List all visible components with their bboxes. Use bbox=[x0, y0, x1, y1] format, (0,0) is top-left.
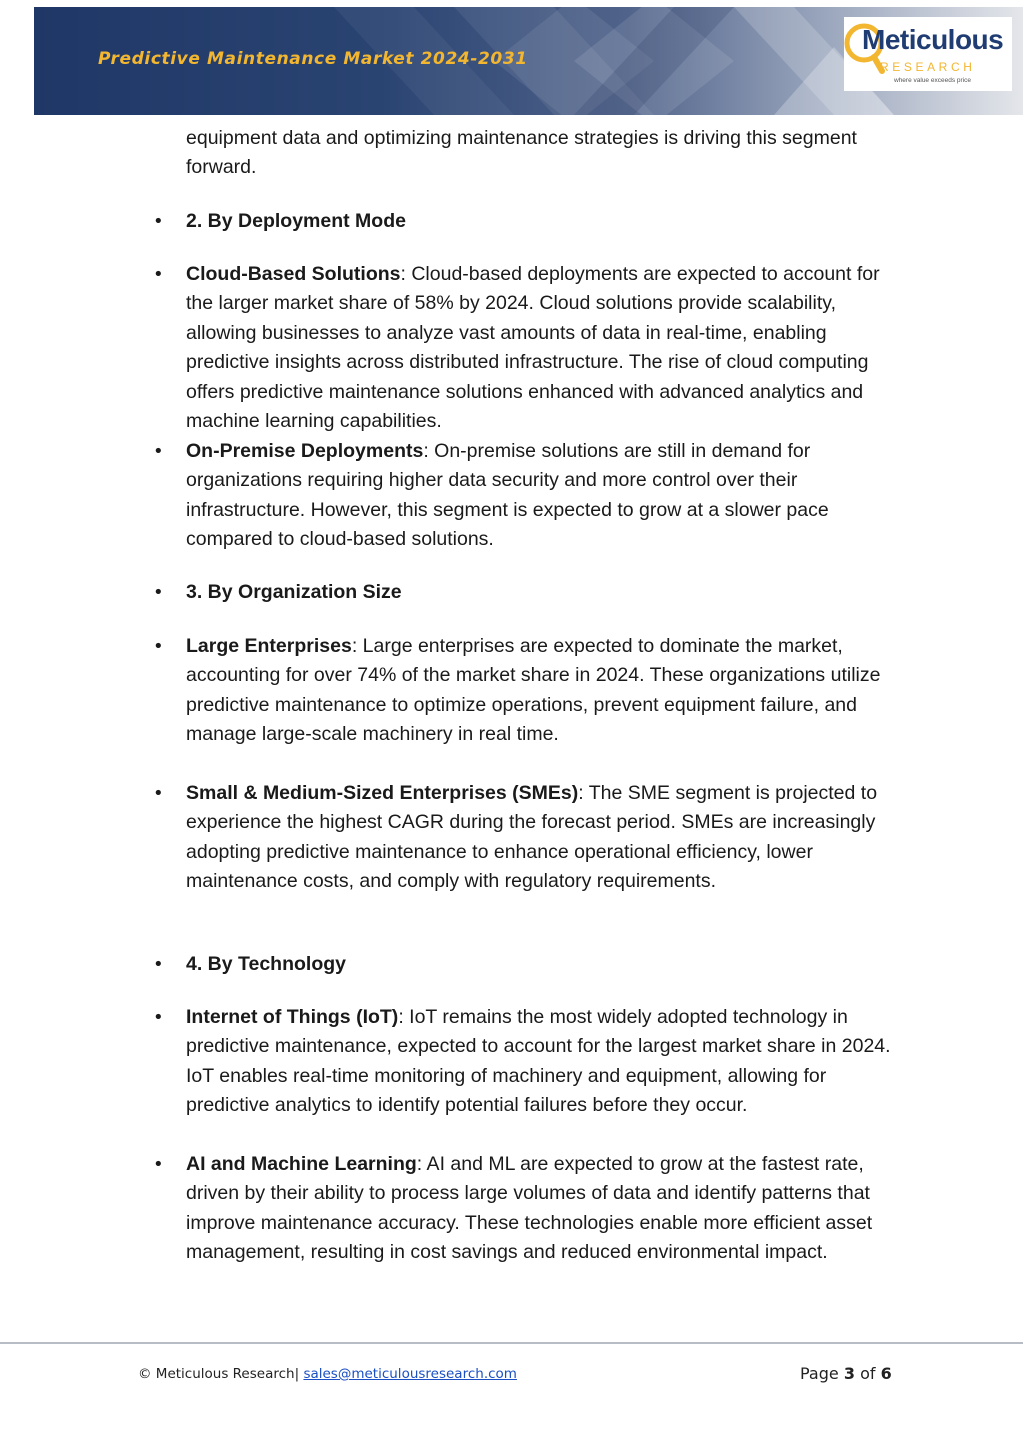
bullet-icon: • bbox=[153, 636, 164, 657]
logo-name: Meticulous bbox=[862, 24, 1004, 55]
bullet-icon: • bbox=[153, 441, 164, 462]
bullet-icon: • bbox=[153, 582, 164, 603]
list-item-cloud: Cloud-Based Solutions: Cloud-based deployments are expected to account for the larger market share of 58% by 2024. Cloud solutions provide scalability, allowing businesses to analyze vast amounts of data in real-time, enabling predictive insights across distributed infrastructure. The rise of cloud computing offers predictive maintenance solutions enhanced with advanced analytics and machine learning capabilities. bbox=[186, 263, 880, 433]
document-title: Predictive Maintenance Market 2024-2031 bbox=[98, 49, 528, 69]
footer-divider bbox=[0, 1342, 1023, 1344]
page-number: Page 3 of 6 bbox=[800, 1364, 892, 1383]
section-heading: 4. By Technology bbox=[186, 953, 346, 975]
intro-continuation: equipment data and optimizing maintenance strategies is driving this segment forward. bbox=[186, 127, 857, 179]
header-banner bbox=[34, 7, 1023, 115]
section-heading: 2. By Deployment Mode bbox=[186, 210, 406, 232]
logo-tagline: where value exceeds price bbox=[894, 77, 971, 84]
footer-copyright: © Meticulous Research| bbox=[138, 1366, 300, 1382]
list-item-on-premise: On-Premise Deployments: On-premise solutions are still in demand for organizations requiring higher data security and more control over their infrastructure. However, this segment is expected to grow at a slower pace compared to cloud-based solutions. bbox=[186, 440, 829, 551]
logo-subtitle: RESEARCH bbox=[880, 60, 976, 74]
bullet-icon: • bbox=[153, 211, 164, 232]
list-item-ai-ml: AI and Machine Learning: AI and ML are expected to grow at the fastest rate, driven by their ability to process large volumes of data and identify patterns that improve maintenance accuracy. These technologies enable more efficient asset management, resulting in cost savings and reduced environmental impact. bbox=[186, 1153, 873, 1264]
bullet-icon: • bbox=[153, 1007, 164, 1028]
list-item-large-enterprises: Large Enterprises: Large enterprises are expected to dominate the market, accounting for over 74% of the market share in 2024. These organizations utilize predictive maintenance to optimize operations, prevent equipment failure, and manage large-scale machinery in real time. bbox=[186, 635, 881, 746]
company-logo bbox=[844, 17, 1012, 91]
bullet-icon: • bbox=[153, 1154, 164, 1175]
footer-contact bbox=[138, 1366, 517, 1382]
bullet-icon: • bbox=[153, 954, 164, 975]
list-item-iot: Internet of Things (IoT): IoT remains the most widely adopted technology in predictive maintenance, expected to account for the largest market share in 2024. IoT enables real-time monitoring of machinery and equipment, allowing for predictive analytics to identify potential failures before they occur. bbox=[186, 1006, 891, 1117]
list-item-smes: Small & Medium-Sized Enterprises (SMEs): The SME segment is projected to experience the highest CAGR during the forecast period. SMEs are increasingly adopting predictive maintenance to enhance operational efficiency, lower maintenance costs, and comply with regulatory requirements. bbox=[186, 782, 878, 893]
bullet-icon: • bbox=[153, 783, 164, 804]
section-heading: 3. By Organization Size bbox=[186, 581, 402, 603]
footer-email-link[interactable]: sales@meticulousresearch.com bbox=[303, 1366, 517, 1382]
bullet-icon: • bbox=[153, 264, 164, 285]
